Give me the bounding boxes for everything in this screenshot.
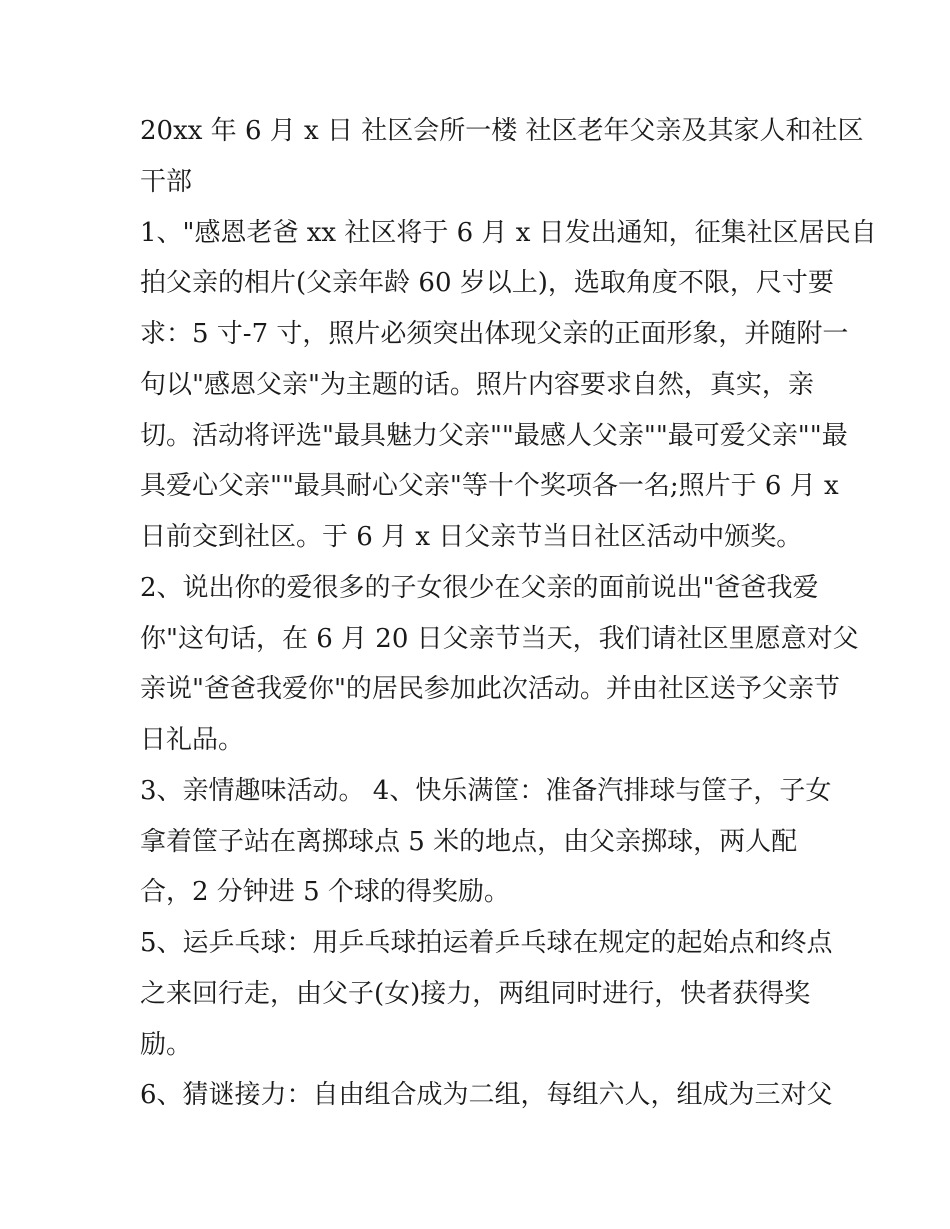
text-line: 日礼品。 xyxy=(140,725,245,755)
text-line: 亲说"爸爸我爱你"的居民参加此次活动。并由社区送予父亲节 xyxy=(140,674,840,704)
text-line: 句以"感恩父亲"为主题的话。照片内容要求自然，真实，亲 xyxy=(140,370,814,400)
text-line: 你"这句话，在 6 月 20 日父亲节当天，我们请社区里愿意对父 xyxy=(140,624,859,654)
text-line: 日前交到社区。于 6 月 x 日父亲节当日社区活动中颁奖。 xyxy=(140,522,803,552)
text-line: 2、说出你的爱很多的子女很少在父亲的面前说出"爸爸我爱 xyxy=(140,573,819,603)
text-line: 合，2 分钟进 5 个球的得奖励。 xyxy=(140,877,510,907)
text-line: 求：5 寸-7 寸，照片必须突出体现父亲的正面形象，并随附一 xyxy=(140,319,849,349)
text-line: 5、运乒乓球：用乒乓球拍运着乒乓球在规定的起始点和终点 xyxy=(140,928,833,958)
text-line: 励。 xyxy=(140,1030,193,1060)
text-line: 6、猜谜接力：自由组合成为二组，每组六人，组成为三对父 xyxy=(140,1080,833,1110)
text-line: 20xx 年 6 月 x 日 社区会所一楼 社区老年父亲及其家人和社区 xyxy=(140,116,864,146)
text-line: 干部 xyxy=(140,167,193,197)
text-line: 之来回行走，由父子(女)接力，两组同时进行，快者获得奖 xyxy=(140,979,811,1009)
text-line: 拿着筐子站在离掷球点 5 米的地点，由父亲掷球，两人配 xyxy=(140,827,798,857)
text-line: 切。活动将评选"最具魅力父亲""最感人父亲""最可爱父亲""最 xyxy=(140,421,848,451)
text-line: 1、"感恩老爸 xx 社区将于 6 月 x 日发出通知，征集社区居民自 xyxy=(140,218,877,248)
text-line: 具爱心父亲""最具耐心父亲"等十个奖项各一名;照片于 6 月 x xyxy=(140,471,839,501)
text-line: 3、亲情趣味活动。 4、快乐满筐：准备汽排球与筐子，子女 xyxy=(140,776,832,806)
text-line: 拍父亲的相片(父亲年龄 60 岁以上)，选取角度不限，尺寸要 xyxy=(140,268,834,298)
